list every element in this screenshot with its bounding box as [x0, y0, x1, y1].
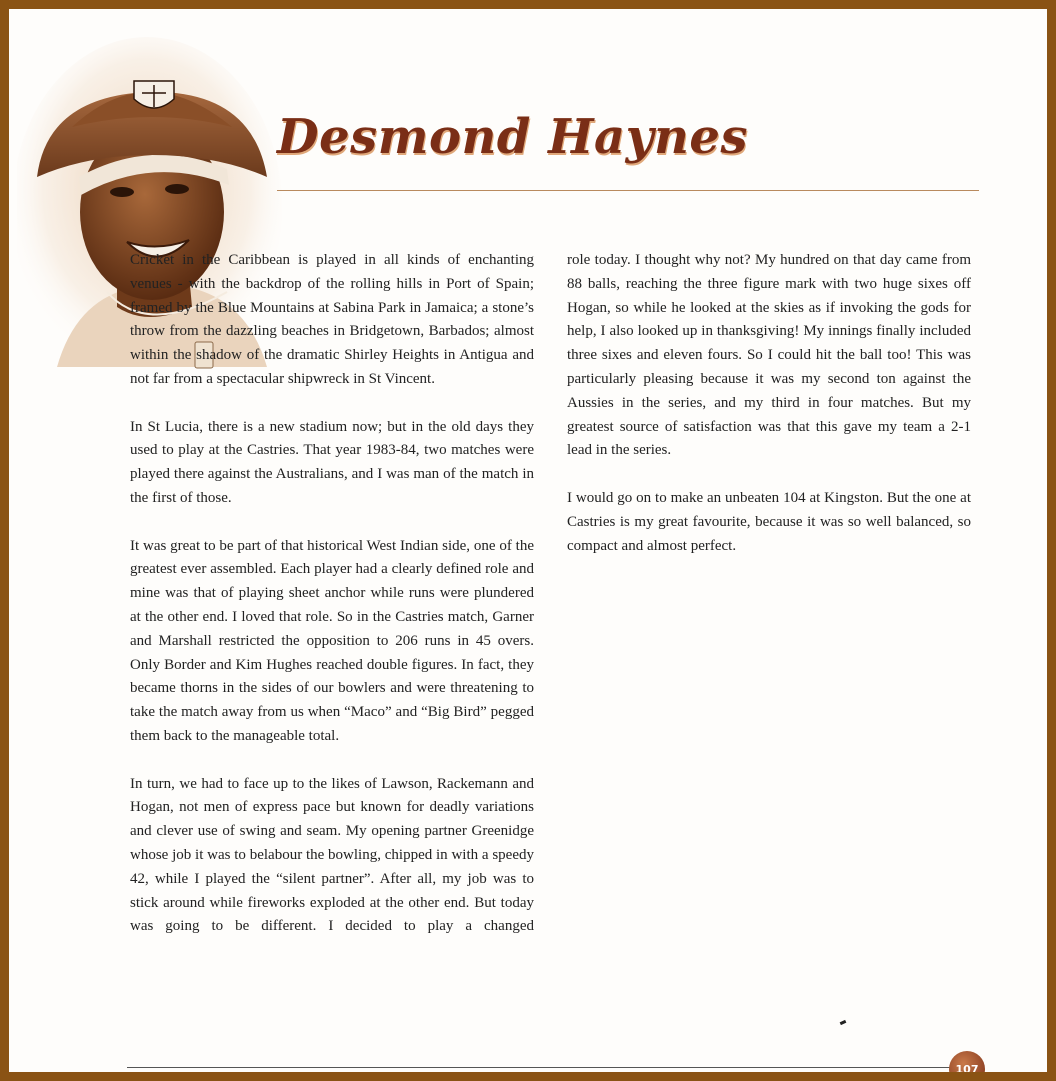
article-left-column [130, 249, 534, 963]
paragraph: I would go on to make an unbeaten 104 at Kingston. But the one at Castries is my great favourite, because it was so well balanced, so compact and almost perfect. [567, 489, 971, 554]
page-title: Desmond Haynes [277, 109, 748, 165]
paragraph: In turn, we had to face up to the likes of Lawson, Rackemann and Hogan, not men of express pace but known for deadly variations and clever use of swing and seam. My opening partner Greenidge whose job it was to belabour the bowling, chipped in with a speedy 42, while I played the “silent partner”. After all, my job was to stick around while fireworks exploded at the other end. But today was going to be different. I decided to play a changed [130, 775, 534, 935]
paragraph: It was great to be part of that historical West Indian side, one of the greatest ever assembled. Each player had a clearly defined role and mine was that of playing sheet anchor while runs were plundered at the other end. I loved that role. So in the Castries match, Garner and Marshall restricted the opposition to 206 runs in 45 overs. Only Border and Kim Hughes reached double figures. In fact, they became thorns in the sides of our bowlers and were threatening to take the match away from us when “Maco” and “Big Bird” pegged them back to the manageable total. [130, 537, 534, 744]
print-mark [840, 1020, 847, 1025]
paragraph: In St Lucia, there is a new stadium now; but in the old days they used to play at the Castries. That year 1983-84, two matches were played there against the Australians, and I was man of the match in the first of those. [130, 418, 534, 506]
paragraph: role today. I thought why not? My hundred on that day came from 88 balls, reaching the three figure mark with two huge sixes off Hogan, so while he looked at the skies as if invoking the gods for help, I also looked up in thanksgiving! My innings finally included three sixes and eleven fours. So I could hit the ball too! This was particularly pleasing because it was my second ton against the Aussies in the series, and my third in four matches. But my greatest source of satisfaction was that this gave my team a 2-1 lead in the series. [567, 252, 971, 459]
page-number: 107 [955, 1063, 979, 1076]
footer-rule [127, 1067, 967, 1068]
title-underline [277, 190, 979, 191]
paragraph: Cricket in the Caribbean is played in all kinds of enchanting venues - with the backdrop of the rolling hills in Port of Spain; framed by the Blue Mountains at Sabina Park in Jamaica; a stone’s throw from the dazzling beaches in Bridgetown, Barbados; almost within the shadow of the dramatic Shirley Heights in Antigua and not far from a spectacular shipwreck in St Vincent. [130, 252, 534, 387]
article-right-column [567, 249, 971, 582]
